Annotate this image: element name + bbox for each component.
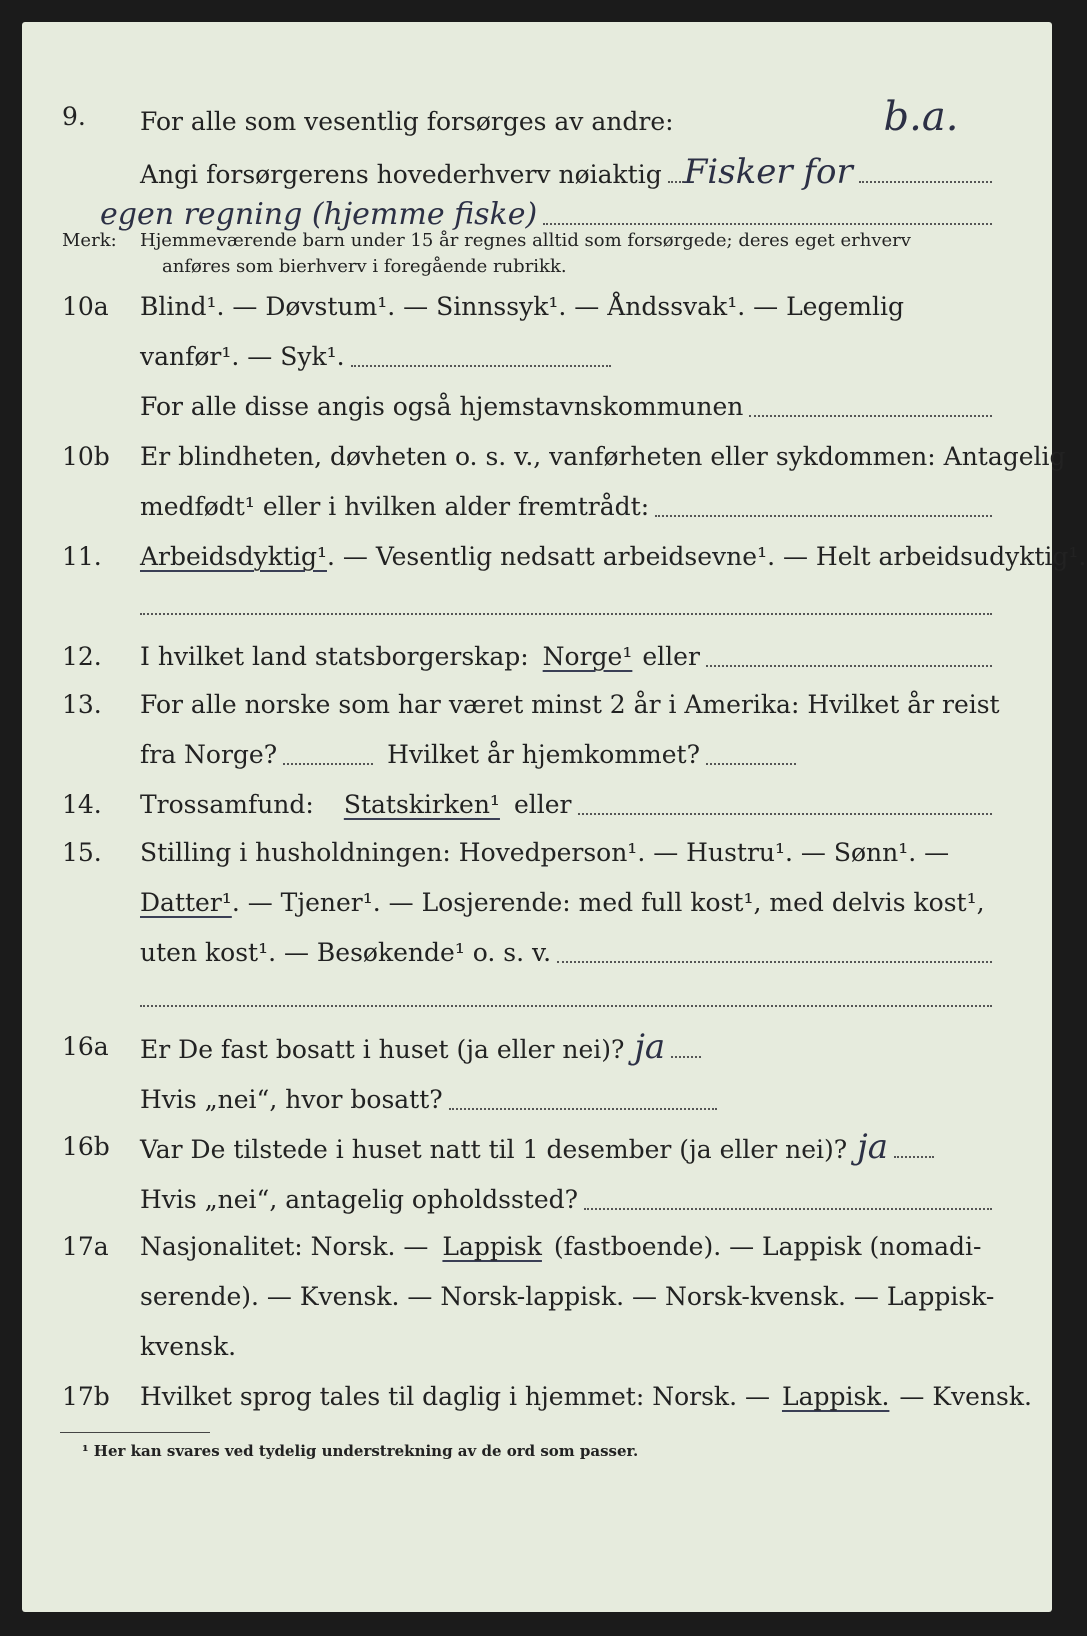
question-number: 17b: [62, 1382, 110, 1411]
question-number: 16b: [62, 1132, 110, 1161]
q17a-text-1: Nasjonalitet: Norsk. —: [140, 1232, 429, 1261]
q10a-text-2: vanfør¹. — Syk¹.: [140, 342, 345, 371]
dotted-leader: [671, 1055, 701, 1058]
question-number: 16a: [62, 1032, 109, 1061]
handwritten-occupation-continued: egen regning (hjemme fiske): [100, 197, 538, 232]
dotted-leader: [351, 364, 611, 367]
q17b-underlined-answer: Lappisk.: [781, 1382, 890, 1411]
dotted-leader: [706, 762, 796, 765]
q17a-text-2: (fastboende). — Lappisk (nomadi-: [553, 1232, 982, 1261]
dotted-leader: [859, 180, 992, 183]
question-number: 17a: [62, 1232, 109, 1261]
q16b-text-1: Var De tilstede i huset natt til 1 desember (ja eller nei)?: [140, 1135, 848, 1164]
dotted-leader: [668, 180, 684, 183]
dotted-leader: [749, 414, 992, 417]
q17a-underlined-answer: Lappisk: [442, 1232, 542, 1261]
question-number: 14.: [62, 790, 102, 819]
q10a-text-1: Blind¹. — Døvstum¹. — Sinnssyk¹. — Åndssvak¹. — Legemlig: [140, 292, 904, 321]
handwritten-answer: ja: [634, 1027, 666, 1067]
q10b-text-1: Er blindheten, døvheten o. s. v., vanførheten eller sykdommen: Antagelig: [140, 442, 1066, 471]
dotted-leader: [894, 1155, 934, 1158]
q15-text-3: uten kost¹. — Besøkende¹ o. s. v.: [140, 938, 552, 967]
note-label: Merk:: [62, 230, 117, 251]
q13-text-2: fra Norge?: [140, 740, 278, 769]
q17b-text-1: Hvilket sprog tales til daglig i hjemmet: Norsk. —: [140, 1382, 770, 1411]
question-number: 10a: [62, 292, 109, 321]
q14-text-2: eller: [513, 790, 572, 819]
q11-text: . — Vesentlig nedsatt arbeidsevne¹. — Helt arbeidsudyktig¹.: [326, 542, 1087, 571]
q12-text-2: eller: [642, 642, 700, 671]
dotted-leader: [283, 762, 373, 765]
dotted-leader: [584, 1207, 992, 1210]
q13-text-3: Hvilket år hjemkommet?: [387, 740, 701, 769]
dotted-leader: [140, 1004, 992, 1007]
q10a-text-3: For alle disse angis også hjemstavnskommunen: [140, 392, 744, 421]
handwritten-initials: b.a.: [883, 94, 959, 140]
dotted-leader: [140, 612, 992, 615]
q17b-text-2: — Kvensk.: [899, 1382, 1032, 1411]
dotted-leader: [706, 664, 992, 667]
q9-text-2: Angi forsørgerens hovederhverv nøiaktig: [140, 160, 662, 189]
q9-line1: [140, 92, 992, 147]
q17a-text-3: serende). — Kvensk. — Norsk-lappisk. — Norsk-kvensk. — Lappisk-: [140, 1282, 995, 1311]
q13-text-1: For alle norske som har været minst 2 år i Amerika: Hvilket år reist: [140, 690, 1000, 719]
q16b-text-2: Hvis „nei“, antagelig opholdssted?: [140, 1185, 579, 1214]
q14-text: Trossamfund:: [140, 790, 314, 819]
dotted-leader: [655, 514, 992, 517]
footnote: ¹ Her kan svares ved tydelig understrekning av de ord som passer.: [82, 1442, 639, 1460]
question-number: 15.: [62, 838, 102, 867]
question-number: 12.: [62, 642, 102, 671]
dotted-leader: [449, 1107, 717, 1110]
dotted-leader: [557, 960, 992, 963]
q12-underlined-answer: Norge¹: [542, 642, 633, 671]
q15-text-1: Stilling i husholdningen: Hovedperson¹. — Hustru¹. — Sønn¹. —: [140, 838, 950, 867]
dotted-leader: [543, 222, 992, 225]
q9-text-1: For alle som vesentlig forsørges av andre:: [140, 107, 674, 136]
note-block: [62, 228, 992, 280]
question-number: 9.: [62, 102, 86, 131]
footnote-rule: [60, 1432, 210, 1433]
q11-underlined-answer: Arbeidsdyktig¹: [140, 542, 327, 571]
note-text-1: Hjemmeværende barn under 15 år regnes alltid som forsørgede; deres eget erhverv: [140, 230, 911, 251]
handwritten-occupation: Fisker for: [683, 152, 853, 192]
q15-text-2: . — Tjener¹. — Losjerende: med full kost¹, med delvis kost¹,: [231, 888, 985, 917]
q17a-text-4: kvensk.: [140, 1332, 237, 1361]
dotted-leader: [578, 812, 993, 815]
q12-text: I hvilket land statsborgerskap:: [140, 642, 529, 671]
handwritten-answer: ja: [857, 1127, 888, 1167]
question-number: 10b: [62, 442, 110, 471]
q10b-text-2: medfødt¹ eller i hvilken alder fremtrådt:: [140, 492, 650, 521]
q14-underlined-answer: Statskirken¹: [343, 790, 500, 819]
q16a-text-1: Er De fast bosatt i huset (ja eller nei)?: [140, 1035, 625, 1064]
census-form-page: [22, 22, 1087, 1612]
question-number: 13.: [62, 690, 102, 719]
q15-underlined-answer: Datter¹: [140, 888, 232, 917]
question-number: 11.: [62, 542, 102, 571]
note-text-2: anføres som bierhverv i foregående rubrikk.: [162, 256, 567, 277]
q16a-text-2: Hvis „nei“, hvor bosatt?: [140, 1085, 443, 1114]
